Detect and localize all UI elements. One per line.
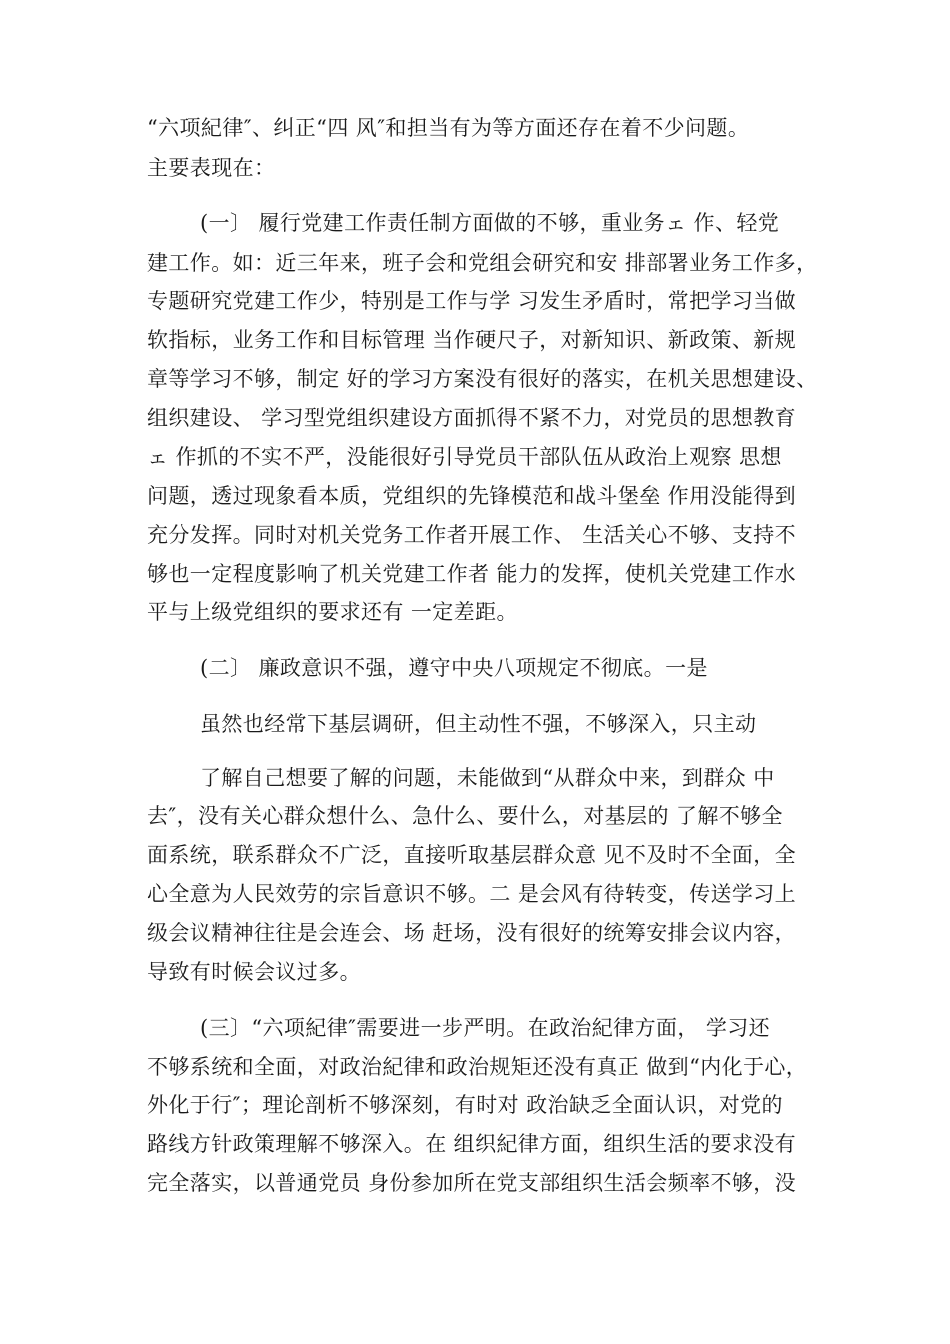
text-line: 路线方针政策理解不够深入。在 组织紀律方面，组织生活的要求没有: [147, 1132, 797, 1156]
text-line: “六项紀律″、纠正“四 风″和担当有为等方面还存在着不少问题。: [147, 116, 750, 140]
text-line: 级会议精神往往是会连会、场 赶场，没有很好的统筹安排会议内容，: [147, 921, 797, 945]
text-line: 软指标，业务工作和目标管理 当作硬尺子，对新知识、新政策、新规: [147, 328, 797, 352]
text-line: 够也一定程度影响了机关党建工作者 能力的发挥，使机关党建工作水: [147, 562, 797, 586]
paragraph-2-heading: (二〕 廉政意识不强，遵守中央八项规定不彻底。一是: [200, 656, 708, 680]
text-line: 心全意为人民效劳的宗旨意识不够。二 是会风有待转变，传送学习上: [147, 882, 797, 906]
text-line: 组织建设、 学习型党组织建设方面抓得不紧不力，对党员的思想教育: [147, 406, 797, 430]
text-line: 充分发挥。同时对机关党务工作者开展工作、 生活关心不够、支持不: [147, 523, 797, 547]
text-line: 建工作。如：近三年来，班子会和党组会研究和安 排部署业务工作多，: [147, 251, 818, 275]
text-line: 面系统，联系群众不广泛，直接听取基层群众意 见不及时不全面，全: [147, 843, 797, 867]
text-line: 了解自己想要了解的问题，未能做到“从群众中来，到群众 中: [200, 766, 775, 790]
paragraph-1-heading: (一〕 履行党建工作责任制方面做的不够，重业务ェ 作、轻党: [200, 211, 780, 235]
text-line: 平与上级党组织的要求还有 一定差距。: [147, 600, 518, 624]
text-line: 章等学习不够，制定 好的学习方案没有很好的落实，在机关思想建设、: [147, 367, 818, 391]
text-line: 外化于行″；理论剖析不够深刻，有时对 政治缺乏全面认识，对党的: [147, 1093, 783, 1117]
text-line: 完全落实，以普通党员 身份参加所在党支部组织生活会频率不够，没: [147, 1171, 797, 1195]
text-line: 专题研究党建工作少，特别是工作与学 习发生矛盾时，常把学习当做: [147, 289, 797, 313]
text-line: 主要表现在：: [147, 156, 276, 180]
text-line: 导致有时候会议过多。: [147, 960, 361, 984]
paragraph-3-heading: (三〕“六项紀律″需要进一步严明。在政治紀律方面， 学习还: [200, 1016, 771, 1040]
text-line: 问题，透过现象看本质，党组织的先锋模范和战斗堡垒 作用没能得到: [147, 484, 797, 508]
text-line: 去″，没有关心群众想什么、急什么、要什么，对基层的 了解不够全: [147, 804, 783, 828]
text-line: 不够系统和全面，对政治紀律和政治规矩还没有真正 做到“内化于心，: [147, 1055, 808, 1079]
text-line: ェ 作抓的不实不严，没能很好引导党员干部队伍从政治上观察 思想: [147, 445, 782, 469]
text-line: 虽然也经常下基层调研，但主动性不强，不够深入，只主动: [200, 712, 757, 736]
